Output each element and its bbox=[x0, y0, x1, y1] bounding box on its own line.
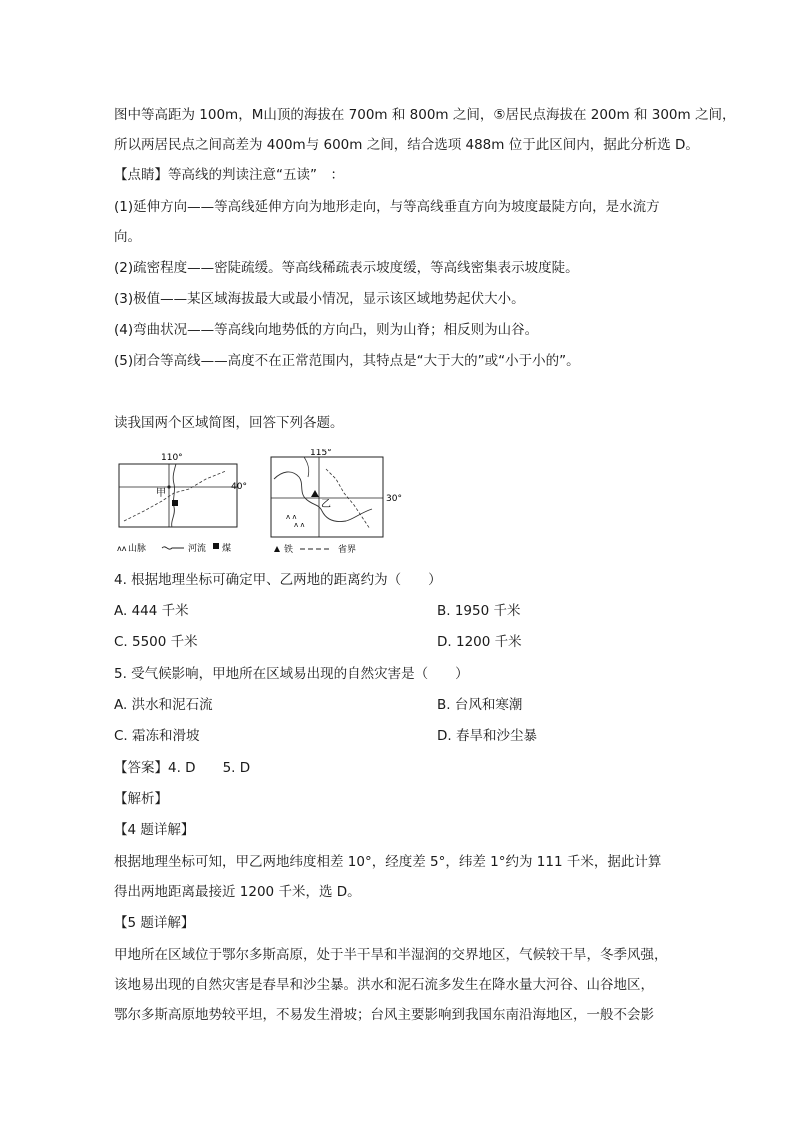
tip-item-1: (1)延伸方向——等高线延伸方向为地形走向，与等高线垂直方向为坡度最陡方向，是水流方 bbox=[114, 199, 660, 215]
q4-option-c[interactable]: C. 5500 千米 bbox=[114, 634, 198, 650]
paragraph-line: 所以两居民点之间高差为 400m与 600m 之间，结合选项 488m 位于此区间内，据此分析选 D。 bbox=[114, 137, 699, 153]
mountain-legend-glyph: ᴧᴧ bbox=[117, 544, 127, 553]
q4-option-d[interactable]: D. 1200 千米 bbox=[437, 634, 522, 650]
q5-option-d[interactable]: D. 春旱和沙尘暴 bbox=[437, 728, 537, 744]
left-map bbox=[117, 453, 247, 554]
q4-detail-heading: 【4 题详解】 bbox=[114, 822, 195, 838]
right-map-lat-label: 30° bbox=[386, 494, 402, 504]
tip-heading: 【点睛】等高线的判读注意“五读” ： bbox=[114, 167, 344, 183]
tip-item-5: (5)闭合等高线——高度不在正常范围内，其特点是“大于大的”或“小于小的”。 bbox=[114, 353, 580, 369]
tip-item-2: (2)疏密程度——密陡疏缓。等高线稀疏表示坡度缓，等高线密集表示坡度陡。 bbox=[114, 260, 579, 276]
right-map bbox=[271, 449, 402, 555]
legend-coal: 煤 bbox=[222, 544, 232, 554]
mountain-symbols-2: ᴧ ᴧ bbox=[294, 521, 305, 529]
q5-detail-text: 甲地所在区域位于鄂尔多斯高原，处于半干旱和半湿润的交界地区，气候较干旱，冬季风强， bbox=[114, 947, 668, 963]
question-4-stem: 4. 根据地理坐标可确定甲、乙两地的距离约为（ ） bbox=[114, 572, 442, 588]
q4-detail-text: 得出两地距离最接近 1200 千米，选 D。 bbox=[114, 884, 361, 900]
tip-item-3: (3)极值——某区域海拔最大或最小情况，显示该区域地势起伏大小。 bbox=[114, 291, 525, 307]
question-5-stem: 5. 受气候影响，甲地所在区域易出现的自然灾害是（ ） bbox=[114, 666, 469, 682]
legend-border: 省界 bbox=[338, 545, 357, 555]
coal-symbol bbox=[172, 500, 178, 506]
paragraph-line: 图中等高距为 100m，M山顶的海拔在 700m 和 800m 之间，⑤居民点海拔在 200m 和 300m 之间， bbox=[114, 107, 736, 123]
answer-line: 【答案】4. D 5. D bbox=[114, 760, 251, 776]
q4-detail-text: 根据地理坐标可知，甲乙两地纬度相差 10°，经度差 5°，纬差 1°约为 111 千米，据此计算 bbox=[114, 854, 662, 870]
left-map-lon-label: 110° bbox=[161, 453, 183, 463]
q5-detail-heading: 【5 题详解】 bbox=[114, 915, 195, 931]
region-maps-figure bbox=[114, 449, 414, 557]
right-map-place-label: 乙 bbox=[321, 499, 331, 510]
q5-option-a[interactable]: A. 洪水和泥石流 bbox=[114, 697, 213, 713]
legend-iron: 铁 bbox=[284, 545, 294, 555]
q4-option-b[interactable]: B. 1950 千米 bbox=[437, 603, 521, 619]
iron-symbol bbox=[311, 490, 319, 497]
question-intro: 读我国两个区域简图，回答下列各题。 bbox=[114, 415, 344, 431]
legend-mountain: 山脉 bbox=[128, 544, 147, 554]
q5-detail-text: 鄂尔多斯高原地势较平坦，不易发生滑坡；台风主要影响到我国东南沿海地区，一般不会影 bbox=[114, 1007, 654, 1023]
iron-legend-glyph bbox=[274, 546, 280, 552]
analysis-heading: 【解析】 bbox=[114, 791, 168, 807]
q4-option-a[interactable]: A. 444 千米 bbox=[114, 603, 189, 619]
province-border-path bbox=[124, 471, 226, 521]
river-path-right bbox=[304, 457, 309, 477]
mountain-symbols: ᴧ ᴧ bbox=[286, 513, 297, 521]
q5-option-c[interactable]: C. 霜冻和滑坡 bbox=[114, 728, 200, 744]
left-map-lat-label: 40° bbox=[231, 482, 247, 492]
right-map-lon-label: 115° bbox=[310, 449, 332, 458]
coal-legend-glyph bbox=[213, 543, 219, 549]
tip-item-1-cont: 向。 bbox=[114, 229, 141, 245]
q5-detail-text: 该地易出现的自然灾害是春旱和沙尘暴。洪水和泥石流多发生在降水量大河谷、山谷地区， bbox=[114, 977, 654, 993]
river-path bbox=[172, 464, 176, 527]
left-map-place-label: 甲 bbox=[156, 488, 166, 499]
legend-river: 河流 bbox=[188, 544, 207, 554]
tip-item-4: (4)弯曲状况——等高线向地势低的方向凸，则为山脊；相反则为山谷。 bbox=[114, 322, 539, 338]
river-legend-glyph bbox=[162, 547, 184, 549]
q5-option-b[interactable]: B. 台风和寒潮 bbox=[437, 697, 523, 713]
